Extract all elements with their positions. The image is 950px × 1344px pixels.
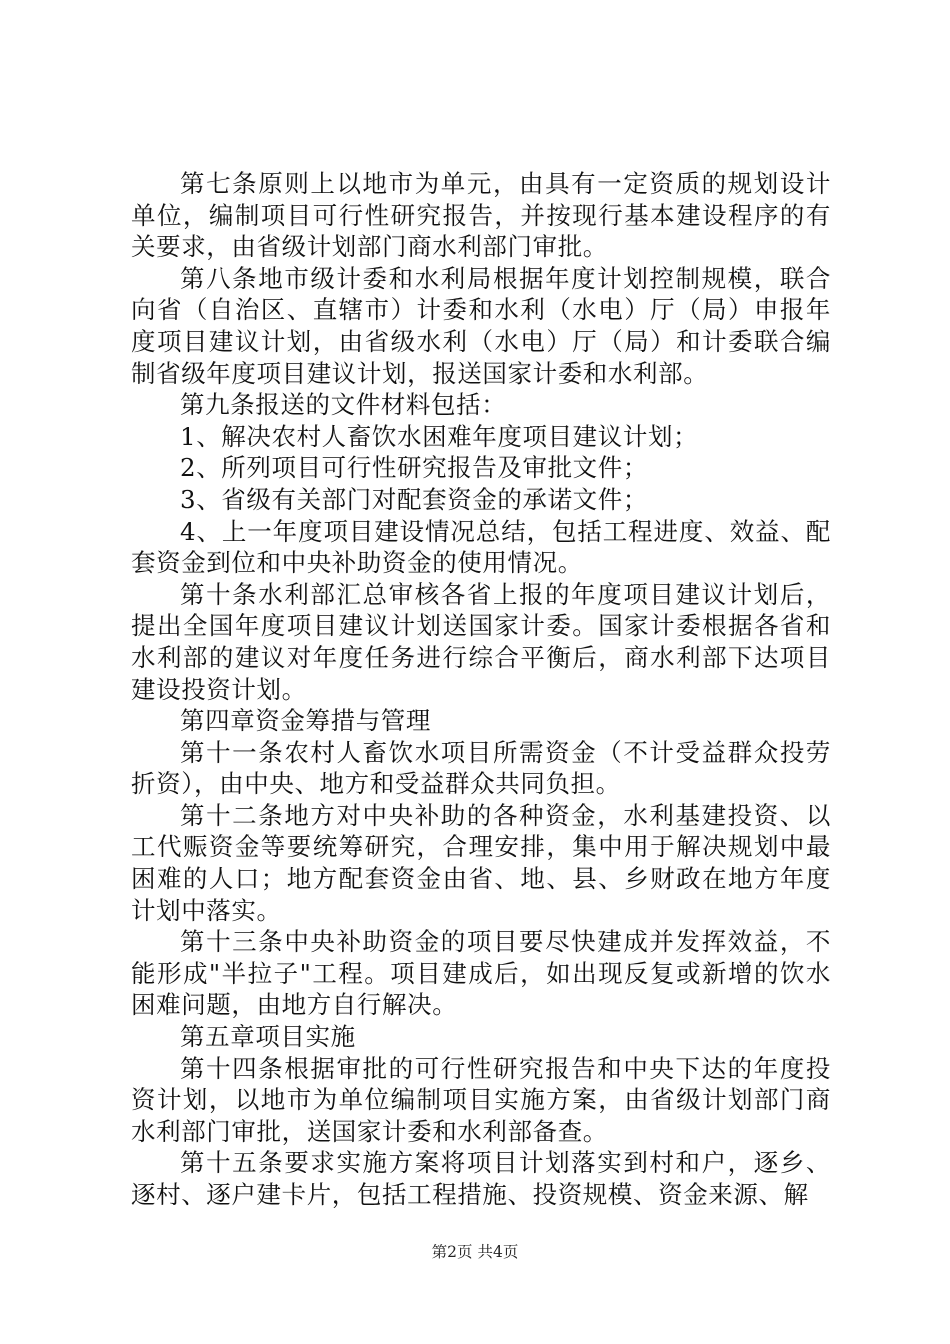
list-item-4: 4、上一年度项目建设情况总结，包括工程进度、效益、配套资金到位和中央补助资金的使用情况。: [131, 516, 831, 578]
article-7-paragraph: 第七条原则上以地市为单元，由具有一定资质的规划设计单位，编制项目可行性研究报告，并按现行基本建设程序的有关要求，由省级计划部门商水利部门审批。: [131, 169, 831, 262]
article-8-paragraph: 第八条地市级计委和水利局根据年度计划控制规模，联合向省（自治区、直辖市）计委和水利（水电）厅（局）申报年度项目建议计划，由省级水利（水电）厅（局）和计委联合编制省级年度项目建议计划，报送国家计委和水利部。: [131, 263, 831, 388]
article-12-paragraph: 第十二条地方对中央补助的各种资金，水利基建投资、以工代赈资金等要统筹研究，合理安排，集中用于解决规划中最困难的人口；地方配套资金由省、地、县、乡财政在地方年度计划中落实。: [131, 800, 831, 925]
chapter-5-heading: 第五章项目实施: [180, 1022, 356, 1052]
article-9-paragraph: 第九条报送的文件材料包括：: [180, 390, 507, 420]
page-footer: 第2页 共4页: [431, 1243, 519, 1261]
article-10-paragraph: 第十条水利部汇总审核各省上报的年度项目建议计划后，提出全国年度项目建议计划送国家计委。国家计委根据各省和水利部的建议对年度任务进行综合平衡后，商水利部下达项目建设投资计划。: [131, 579, 831, 704]
list-item-1: 1、解决农村人畜饮水困难年度项目建议计划；: [180, 421, 699, 451]
chapter-4-heading: 第四章资金筹措与管理: [180, 706, 431, 736]
article-11-paragraph: 第十一条农村人畜饮水项目所需资金（不计受益群众投劳折资），由中央、地方和受益群众共同负担。: [131, 737, 831, 799]
document-body: [131, 168, 831, 1211]
article-15-paragraph: 第十五条要求实施方案将项目计划落实到村和户，逐乡、逐村、逐户建卡片，包括工程措施、投资规模、资金来源、解: [131, 1148, 831, 1209]
list-item-3: 3、省级有关部门对配套资金的承诺文件；: [180, 484, 648, 514]
list-item-2: 2、所列项目可行性研究报告及审批文件；: [180, 453, 648, 483]
article-14-paragraph: 第十四条根据审批的可行性研究报告和中央下达的年度投资计划，以地市为单位编制项目实施方案，由省级计划部门商水利部门审批，送国家计委和水利部备查。: [131, 1053, 831, 1146]
article-13-paragraph: 第十三条中央补助资金的项目要尽快建成并发挥效益，不能形成"半拉子"工程。项目建成后，如出现反复或新增的饮水困难问题，由地方自行解决。: [131, 927, 831, 1020]
